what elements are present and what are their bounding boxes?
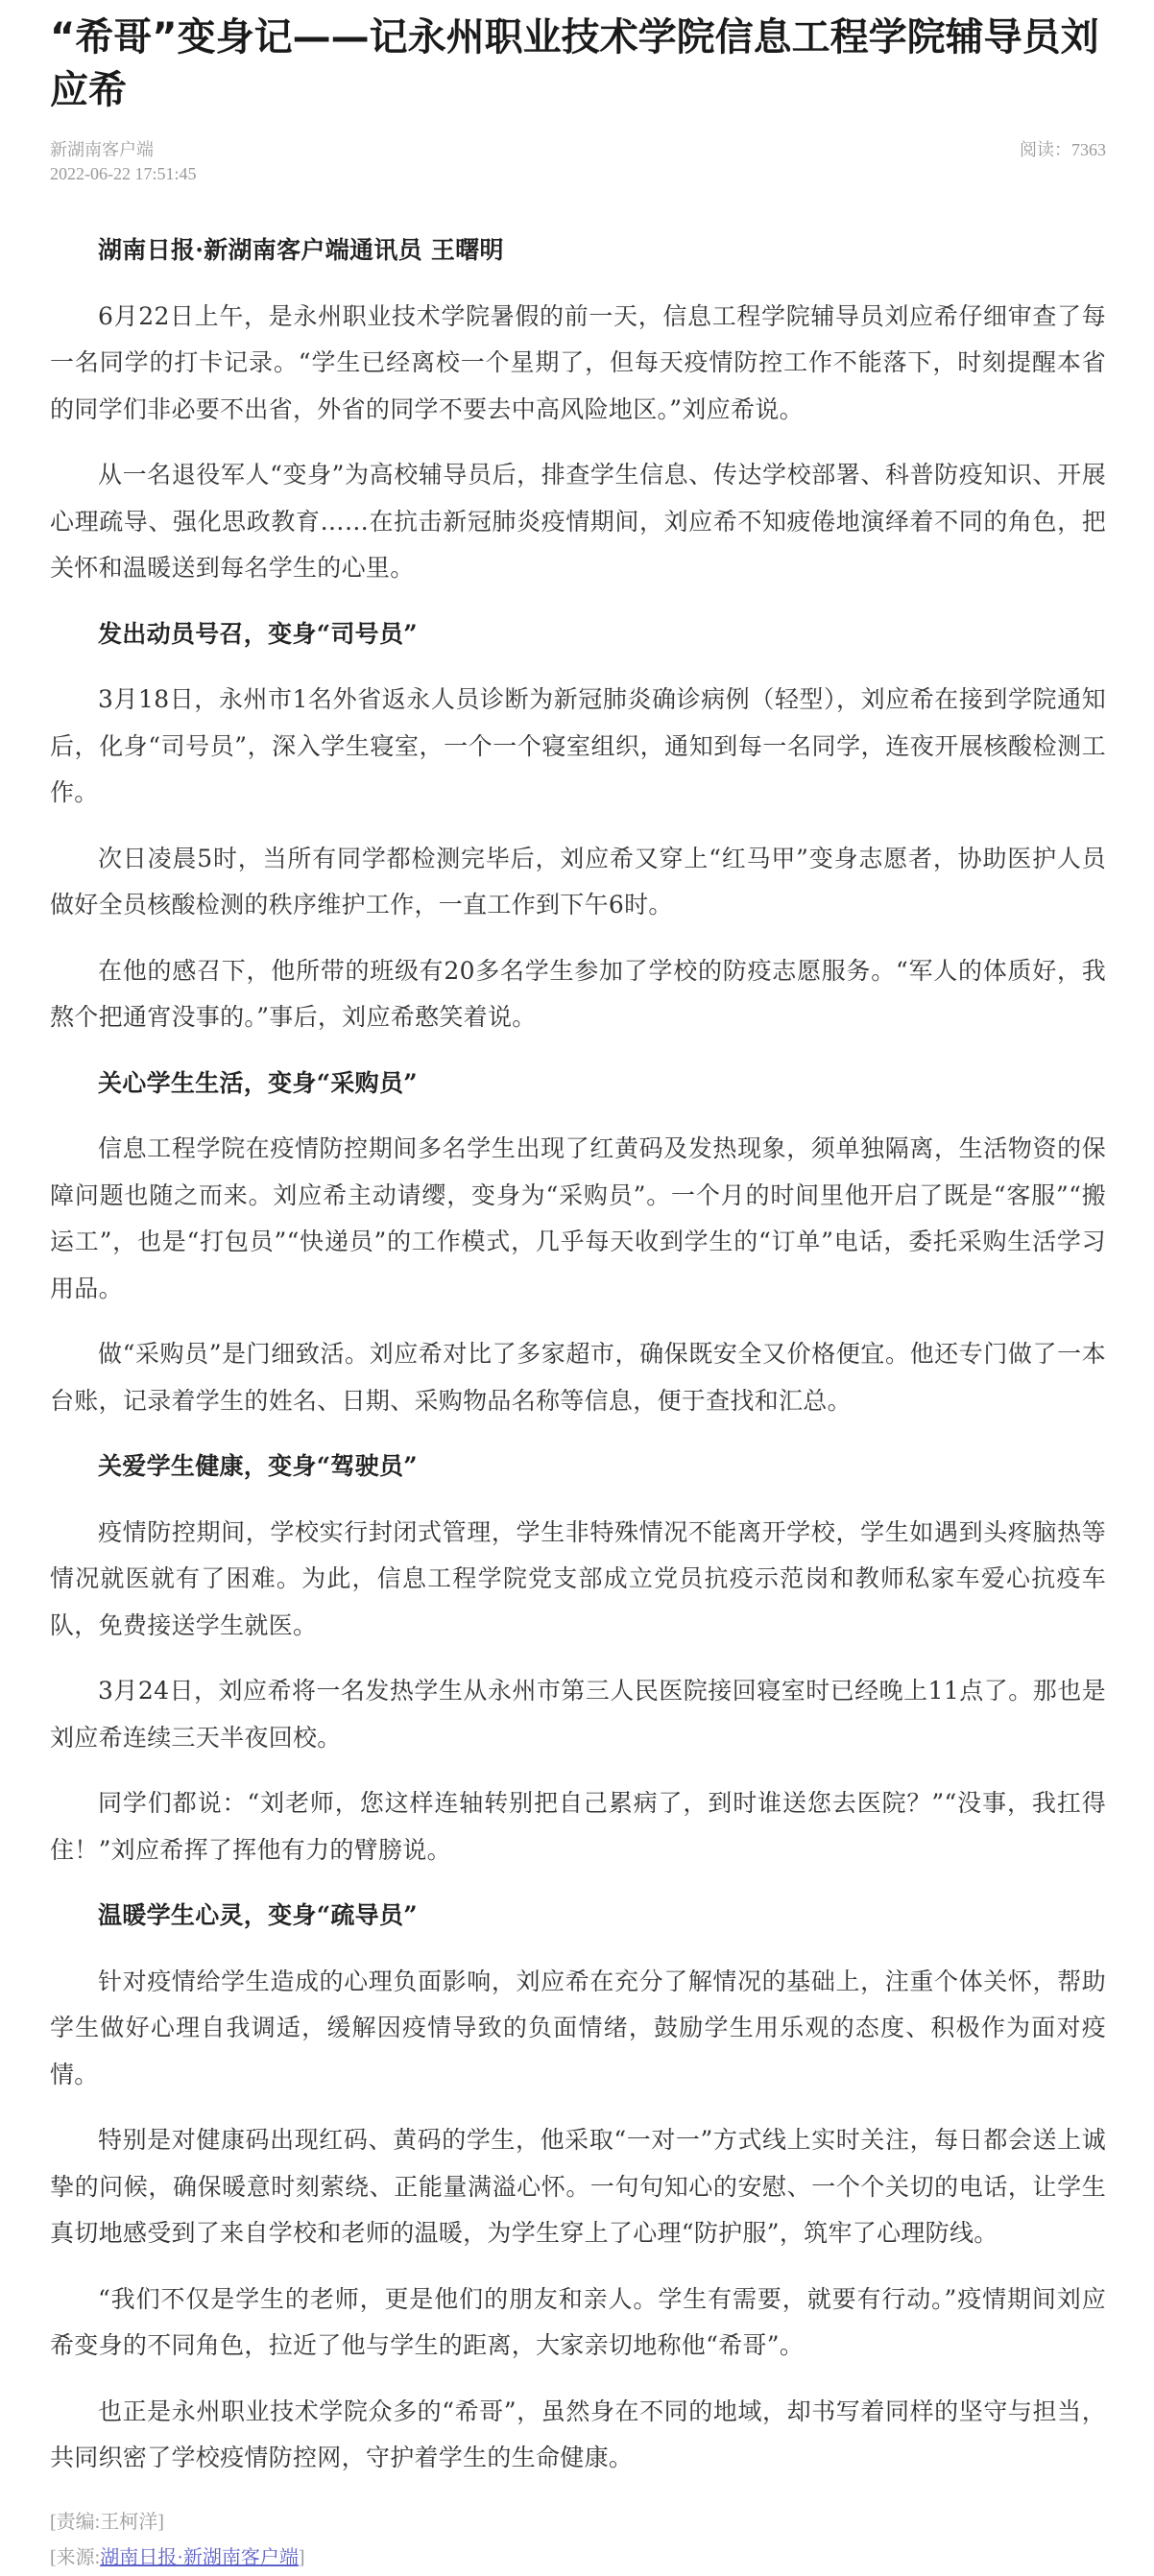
source-credit xyxy=(50,2540,1106,2576)
section-heading: 发出动员号召，变身“司号员” xyxy=(98,619,418,648)
section-heading: 温暖学生心灵，变身“疏导员” xyxy=(98,1901,418,1929)
paragraph: 也正是永州职业技术学院众多的“希哥”，虽然身在不同的地域，却书写着同样的坚守与担当，共同织密了学校疫情防控网，守护着学生的生命健康。 xyxy=(50,2397,1106,2471)
paragraph: 在他的感召下，他所带的班级有20多名学生参加了学校的防疫志愿服务。“军人的体质好，我熬个把通宵没事的。”事后，刘应希憨笑着说。 xyxy=(50,956,1106,1031)
paragraph: 3月24日，刘应希将一名发热学生从永州市第三人民医院接回寝室时已经晚上11点了。那也是刘应希连续三天半夜回校。 xyxy=(50,1677,1106,1752)
read-count-value: 7363 xyxy=(1071,140,1106,159)
paragraph: 信息工程学院在疫情防控期间多名学生出现了红黄码及发热现象，须单独隔离，生活物资的保障问题也随之而来。刘应希主动请缨，变身为“采购员”。一个月的时间里他开启了既是“客服”“搬运工”，也是“打包员”“快递员”的工作模式，几乎每天收到学生的“订单”电话，委托采购生活学习用品。 xyxy=(50,1134,1106,1302)
read-count-label: 阅读： xyxy=(1020,140,1071,159)
paragraph: 从一名退役军人“变身”为高校辅导员后，排查学生信息、传达学校部署、科普防疫知识、开展心理疏导、强化思政教育……在抗击新冠肺炎疫情期间，刘应希不知疲倦地演绎着不同的角色，把关怀和温暖送到每名学生的心里。 xyxy=(50,461,1106,582)
paragraph: 6月22日上午，是永州职业技术学院暑假的前一天，信息工程学院辅导员刘应希仔细审查了每一名同学的打卡记录。“学生已经离校一个星期了，但每天疫情防控工作不能落下，时刻提醒本省的同学们非必要不出省，外省的同学不要去中高风险地区。”刘应希说。 xyxy=(50,301,1106,423)
paragraph: “我们不仅是学生的老师，更是他们的朋友和亲人。学生有需要，就要有行动。”疫情期间刘应希变身的不同角色，拉近了他与学生的距离，大家亲切地称他“希哥”。 xyxy=(50,2284,1106,2359)
source-link[interactable]: 湖南日报·新湖南客户端 xyxy=(100,2546,299,2568)
article-body xyxy=(50,227,1106,2482)
paragraph: 做“采购员”是门细致活。刘应希对比了多家超市，确保既安全又价格便宜。他还专门做了一本台账，记录着学生的姓名、日期、采购物品名称等信息，便于查找和汇总。 xyxy=(50,1340,1106,1415)
section-heading: 关心学生生活，变身“采购员” xyxy=(98,1068,418,1097)
read-count xyxy=(1020,138,1106,161)
source-credit-prefix: [来源: xyxy=(50,2546,101,2568)
editor-credit: [责编:王柯洋] xyxy=(50,2511,164,2533)
paragraph: 针对疫情给学生造成的心理负面影响，刘应希在充分了解情况的基础上，注重个体关怀，帮助学生做好心理自我调适，缓解因疫情导致的负面情绪，鼓励学生用乐观的态度、积极作为面对疫情。 xyxy=(50,1967,1106,2088)
section-heading: 关爱学生健康，变身“驾驶员” xyxy=(98,1452,418,1480)
article-datetime: 2022-06-22 17:51:45 xyxy=(50,164,197,183)
article-source: 新湖南客户端 xyxy=(50,140,154,159)
paragraph: 特别是对健康码出现红码、黄码的学生，他采取“一对一”方式线上实时关注，每日都会送上诚挚的问候，确保暖意时刻萦绕、正能量满溢心怀。一句句知心的安慰、一个个关切的电话，让学生真切地感受到了来自学校和老师的温暖，为学生穿上了心理“防护服”，筑牢了心理防线。 xyxy=(50,2126,1106,2247)
paragraph: 同学们都说：“刘老师，您这样连轴转别把自己累病了，到时谁送您去医院？”“没事，我扛得住！”刘应希挥了挥他有力的臂膀说。 xyxy=(50,1789,1106,1864)
paragraph: 3月18日，永州市1名外省返永人员诊断为新冠肺炎确诊病例（轻型），刘应希在接到学院通知后，化身“司号员”，深入学生寝室，一个一个寝室组织，通知到每一名同学，连夜开展核酸检测工作。 xyxy=(50,685,1106,806)
source-credit-suffix: ] xyxy=(298,2546,305,2568)
paragraph: 疫情防控期间，学校实行封闭式管理，学生非特殊情况不能离开学校，学生如遇到头疼脑热等情况就医就有了困难。为此，信息工程学院党支部成立党员抗疫示范岗和教师私家车爱心抗疫车队，免费接送学生就医。 xyxy=(50,1517,1106,1639)
article-footer xyxy=(50,2505,1106,2576)
article-title: “希哥”变身记——记永州职业技术学院信息工程学院辅导员刘应希 xyxy=(50,15,1099,112)
byline: 湖南日报·新湖南客户端通讯员 王曙明 xyxy=(98,236,504,264)
article-meta xyxy=(50,138,1106,186)
paragraph: 次日凌晨5时，当所有同学都检测完毕后，刘应希又穿上“红马甲”变身志愿者，协助医护人员做好全员核酸检测的秩序维护工作，一直工作到下午6时。 xyxy=(50,844,1106,918)
